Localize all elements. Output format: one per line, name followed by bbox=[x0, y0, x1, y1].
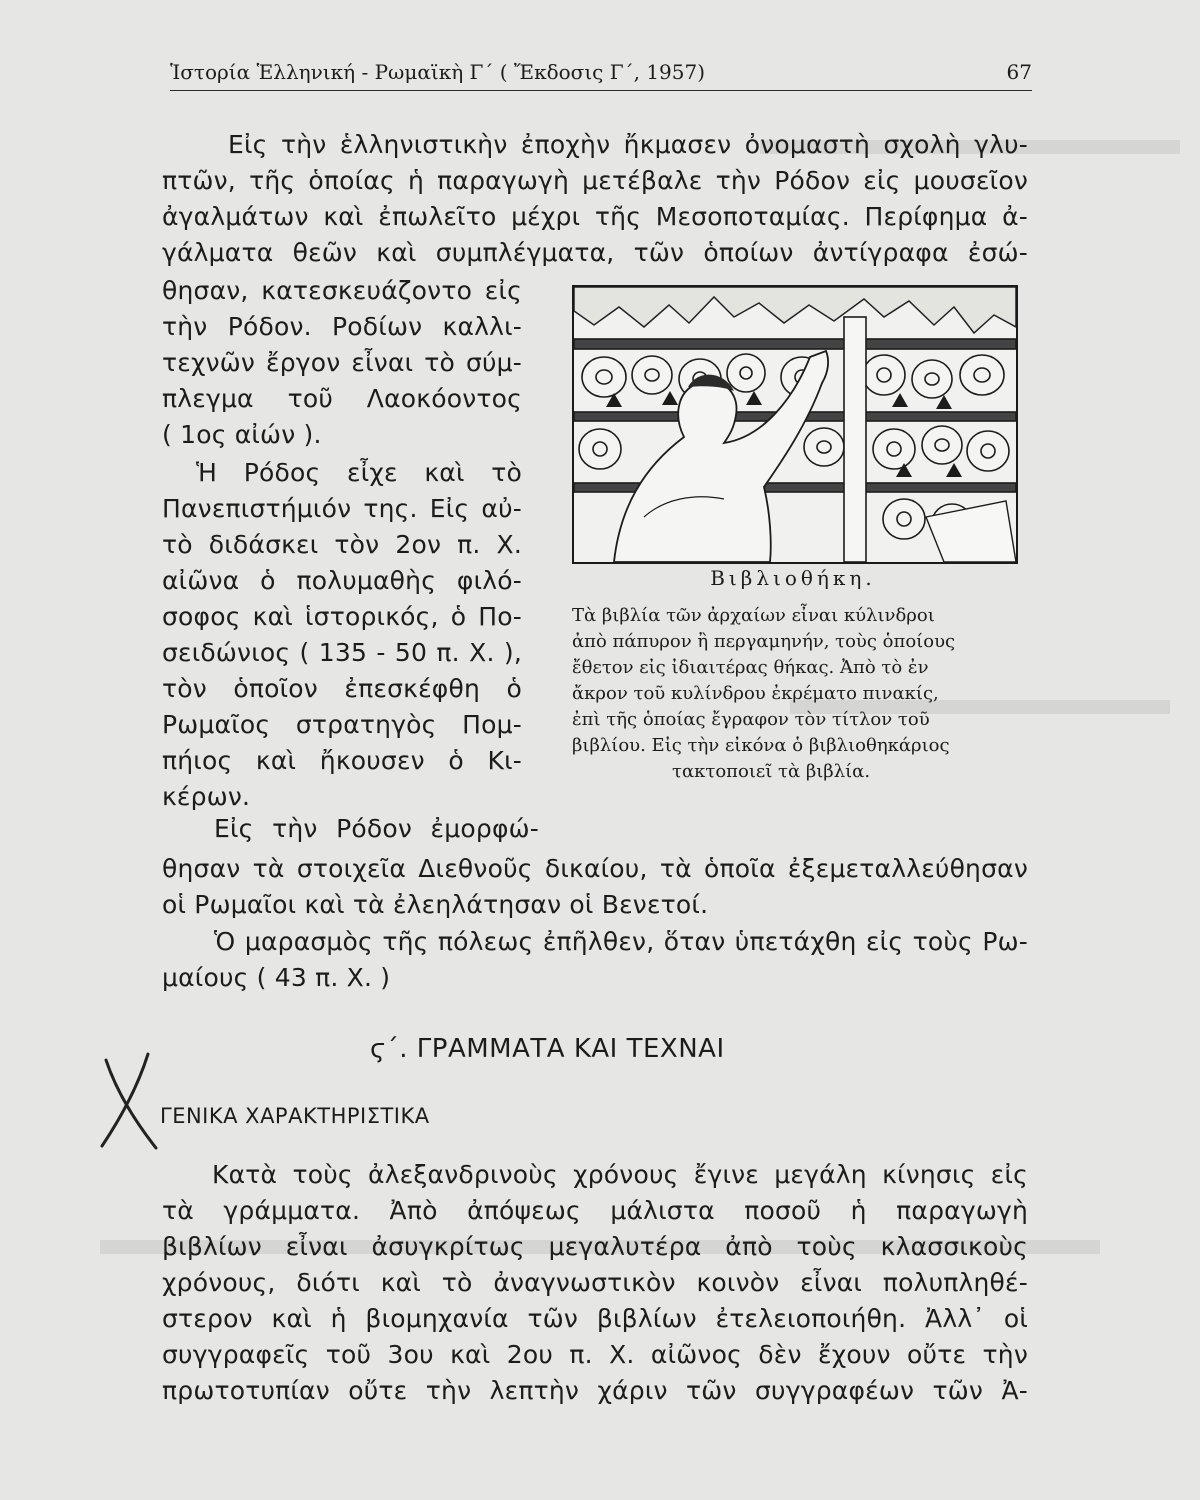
body-line: γάλματα θεῶν καὶ συμπλέγματα, τῶν ὁποίων ἀντίγραφα ἐσώ- bbox=[162, 238, 1028, 267]
figure-caption-line: τακτοποιεῖ τὰ βιβλία. bbox=[672, 761, 871, 782]
column-line: κέρων. bbox=[162, 782, 251, 811]
column-line: σοφος καὶ ἱστορικός, ὁ Πο- bbox=[162, 602, 522, 631]
column-line: ( 1ος αἰών ). bbox=[162, 420, 322, 449]
body-line: ἀγαλμάτων καὶ ἐπωλεῖτο μέχρι τῆς Μεσοποταμίας. Περίφημα ἀ- bbox=[162, 202, 1028, 231]
column-line: πήιος καὶ ἤκουσεν ὁ Κι- bbox=[162, 746, 522, 775]
body-line: οἱ Ρωμαῖοι καὶ τὰ ἐλεηλάτησαν οἱ Βενετοί. bbox=[162, 890, 709, 919]
figure-caption-line: ἀπὸ πάπυρον ἢ περγαμηνήν, τοὺς ὁποίους bbox=[572, 631, 956, 652]
column-line: σειδώνιος ( 135 - 50 π. Χ. ), bbox=[162, 638, 522, 667]
body-line: Ὁ μαρασμὸς τῆς πόλεως ἐπῆλθεν, ὅταν ὑπετάχθη εἰς τοὺς Ρω- bbox=[214, 927, 1028, 956]
body-line: πτῶν, τῆς ὁποίας ἡ παραγωγὴ μετέβαλε τὴν Ρόδον εἰς μουσεῖον bbox=[162, 166, 1028, 195]
column-line: τὴν Ρόδον. Ροδίων καλλι- bbox=[162, 312, 522, 341]
section-line: πρωτοτυπίαν οὔτε τὴν λεπτὴν χάριν τῶν συγγραφέων τῶν Ἀ- bbox=[162, 1376, 1028, 1405]
section-line: χρόνους, διότι καὶ τὸ ἀναγνωστικὸν κοινὸν εἶναι πολυπληθέ- bbox=[162, 1268, 1028, 1297]
section-title: ϛ΄. ΓΡΑΜΜΑΤΑ ΚΑΙ ΤΕΧΝΑΙ bbox=[370, 1034, 725, 1064]
column-line: τὸ διδάσκει τὸν 2ον π. Χ. bbox=[162, 530, 522, 559]
section-line: τὰ γράμματα. Ἀπὸ ἀπόψεως μάλιστα ποσοῦ ἡ παραγωγὴ bbox=[162, 1196, 1028, 1225]
section-line: Κατὰ τοὺς ἀλεξανδρινοὺς χρόνους ἔγινε μεγάλη κίνησις εἰς bbox=[212, 1160, 1028, 1189]
column-line: Ἡ Ρόδος εἶχε καὶ τὸ bbox=[196, 458, 522, 487]
body-line: μαίους ( 43 π. Χ. ) bbox=[162, 963, 391, 992]
section-line: βιβλίων εἶναι ἀσυγκρίτως μεγαλυτέρα ἀπὸ τοὺς κλασσικοὺς bbox=[162, 1232, 1028, 1261]
figure-caption-line: ἄκρον τοῦ κυλίνδρου ἐκρέματο πινακίς, bbox=[572, 683, 939, 704]
running-header bbox=[170, 56, 1032, 91]
body-line: θησαν τὰ στοιχεῖα Διεθνοῦς δικαίου, τὰ ὁποῖα ἐξεμεταλλεύθησαν bbox=[162, 854, 1028, 883]
library-illustration bbox=[572, 285, 1018, 564]
column-line: τὸν ὁποῖον ἐπεσκέφθη ὁ bbox=[162, 674, 522, 703]
handwritten-x-mark bbox=[86, 1050, 176, 1150]
header-title: Ἱστορία Ἑλληνική - Ρωμαϊκὴ Γ΄ ( Ἔκδοσις Γ΄, 1957) bbox=[170, 60, 706, 84]
section-line: στερον καὶ ἡ βιομηχανία τῶν βιβλίων ἐτελειοποιήθη. Ἀλλ᾽ οἱ bbox=[162, 1304, 1028, 1333]
column-line: πλεγμα τοῦ Λαοκόοντος bbox=[162, 384, 522, 413]
scroll-library-drawing bbox=[574, 287, 1016, 562]
column-line: θησαν, κατεσκευάζοντο εἰς bbox=[162, 276, 522, 305]
column-line: Εἰς τὴν Ρόδον ἐμορφώ- bbox=[214, 814, 539, 843]
figure-title: Βιβλιοθήκη. bbox=[710, 566, 876, 590]
body-line: Εἰς τὴν ἑλληνιστικὴν ἐποχὴν ἤκμασεν ὀνομαστὴ σχολὴ γλυ- bbox=[228, 130, 1028, 159]
subheading: ΓΕΝΙΚΑ ΧΑΡΑΚΤΗΡΙΣΤΙΚΑ bbox=[160, 1104, 430, 1128]
figure-caption-line: Τὰ βιβλία τῶν ἀρχαίων εἶναι κύλινδροι bbox=[572, 605, 935, 626]
column-line: Ρωμαῖος στρατηγὸς Πομ- bbox=[162, 710, 522, 739]
page-number: 67 bbox=[1006, 60, 1032, 84]
column-line: Πανεπιστήμιόν της. Εἰς αὐ- bbox=[162, 494, 522, 523]
figure-caption-line: βιβλίου. Εἰς τὴν εἰκόνα ὁ βιβλιοθηκάριος bbox=[572, 735, 950, 756]
figure-caption-line: ἔθετον εἰς ἰδιαιτέρας θήκας. Ἀπὸ τὸ ἐν bbox=[572, 657, 929, 678]
section-line: συγγραφεῖς τοῦ 3ου καὶ 2ου π. Χ. αἰῶνος δὲν ἔχουν οὔτε τὴν bbox=[162, 1340, 1028, 1369]
figure-caption-line: ἐπὶ τῆς ὁποίας ἔγραφον τὸν τίτλον τοῦ bbox=[572, 709, 930, 730]
column-line: αἰῶνα ὁ πολυμαθὴς φιλό- bbox=[162, 566, 522, 595]
column-line: τεχνῶν ἔργον εἶναι τὸ σύμ- bbox=[162, 348, 522, 377]
